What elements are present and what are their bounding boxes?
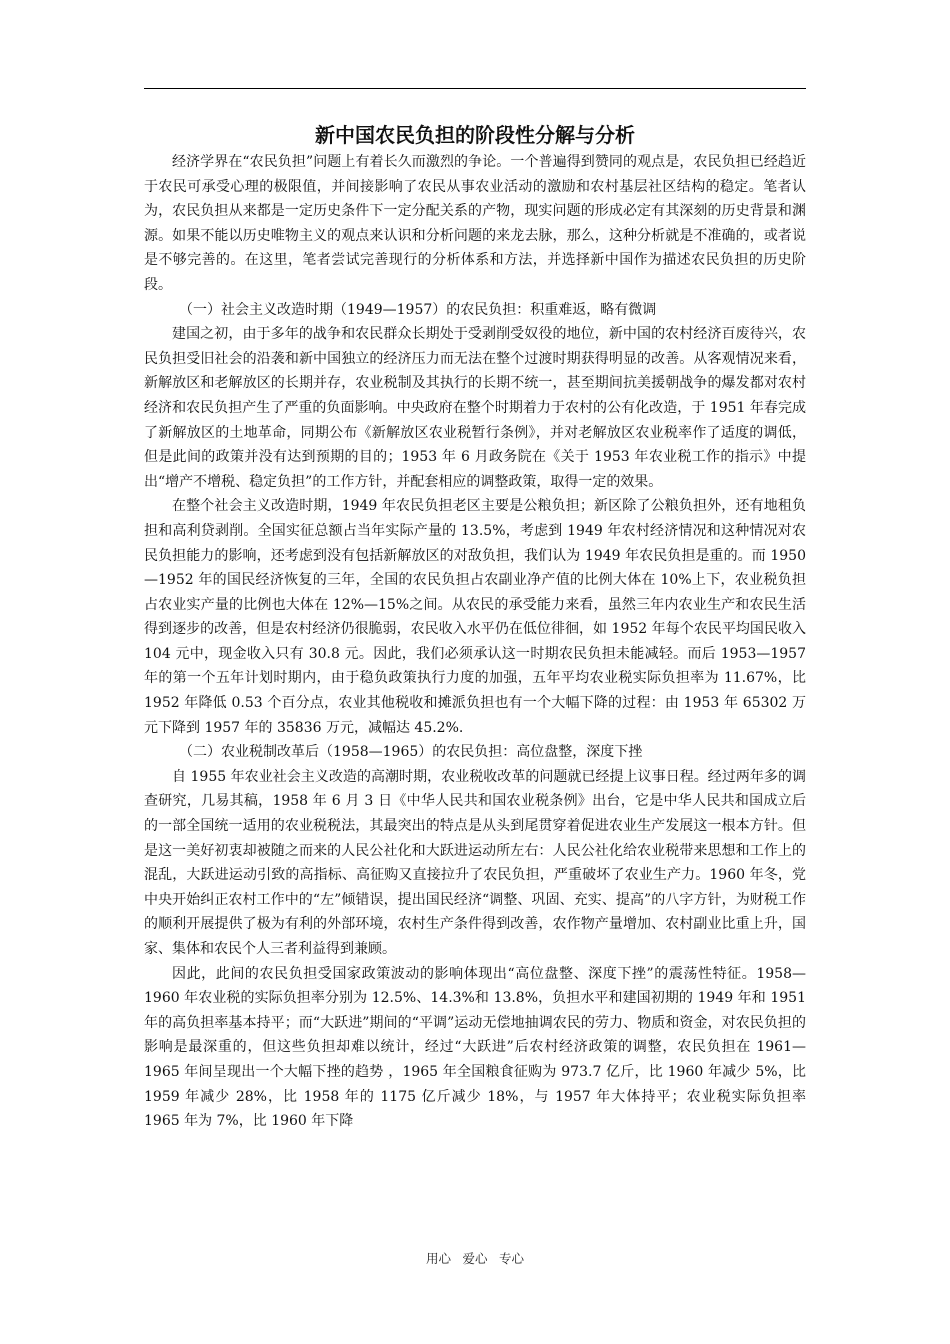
page-footer: 用心 爱心 专心 <box>426 1251 524 1266</box>
intro-paragraph: 经济学界在“农民负担”问题上有着长久而激烈的争论。一个普遍得到赞同的观点是，农民负担已经趋近于农民可承受心理的极限值，并间接影响了农民从事农业活动的激励和农村基层社区结构的稳定。笔者认为，农民负担从来都是一定历史条件下一定分配关系的产物，现实问题的形成必定有其深刻的历史背景和渊源。如果不能以历史唯物主义的观点来认识和分析问题的来龙去脉，那么，这种分析就是不准确的，或者说是不够完善的。在这里，笔者尝试完善现行的分析体系和方法，并选择新中国作为描述农民负担的历史阶段。 <box>144 154 806 293</box>
section-heading-1: （一）社会主义改造时期（1949—1957）的农民负担：积重难返，略有微调 <box>179 301 657 318</box>
section-2-paragraph-2: 因此，此间的农民负担受国家政策波动的影响体现出“高位盘整、深度下挫”的震荡性特征。1958—1960 年农业税的实际负担率分别为 12.5%、14.3%和 13.8%，负担水平和建国初期的 1949 年和 1951 年的高负担率基本持平；而“大跃进”期间的“平调”运动无偿地抽调农民的劳力、物质和资金，对农民负担的影响是最深重的，但这些负担却难以统计，经过“大跃进”后农村经济政策的调整，农民负担在 1961—1965 年间呈现出一个大幅下挫的趋势 ，1965 年全国粮食征购为 973.7 亿斤，比 1960 年减少 5%，比 1959 年减少 28%，比 1958 年的 1175 亿斤减少 18%，与 1957 年大体持平；农业税实际负担率 1965 年为 7%，比 1960 年下降 <box>144 965 806 1130</box>
section-1-paragraph-1: 建国之初，由于多年的战争和农民群众长期处于受剥削受奴役的地位，新中国的农村经济百废待兴，农民负担受旧社会的沿袭和新中国独立的经济压力而无法在整个过渡时期获得明显的改善。从客观情况来看，新解放区和老解放区的长期并存，农业税制及其执行的长期不统一，甚至期间抗美援朝战争的爆发都对农村经济和农民负担产生了严重的负面影响。中央政府在整个时期着力于农村的公有化改造，于 1951 年春完成了新解放区的土地革命，同期公布《新解放区农业税暂行条例》，并对老解放区农业税率作了适度的调低，但是此间的政策并没有达到预期的目的；1953 年 6 月政务院在《关于 1953 年农业税工作的指示》中提出“增产不增税、稳定负担”的工作方针，并配套相应的调整政策，取得一定的效果。 <box>144 326 806 490</box>
section-heading-2: （二）农业税制改革后（1958—1965）的农民负担：高位盘整，深度下挫 <box>179 744 643 761</box>
header-rule <box>144 88 806 89</box>
document-body <box>144 120 806 1134</box>
section-1-paragraph-2: 在整个社会主义改造时期，1949 年农民负担老区主要是公粮负担；新区除了公粮负担外，还有地租负担和高利贷剥削。全国实征总额占当年实际产量的 13.5%，考虑到 1949 年农村经济情况和这种情况对农民负担能力的影响，还考虑到没有包括新解放区的对敌负担，我们认为 1949 年农民负担是重的。而 1950—1952 年的国民经济恢复的三年，全国的农民负担占农副业净产值的比例大体在 10%上下，农业税负担占农业实产量的比例也大体在 12%—15%之间。从农民的承受能力来看，虽然三年内农业生产和农民生活得到逐步的改善，但是农村经济仍很脆弱，农民收入水平仍在低位徘徊，如 1952 年每个农民平均国民收入 104 元中，现金收入只有 30.8 元。因此，我们必须承认这一时期农民负担未能减轻。而后 1953—1957 年的第一个五年计划时期内，由于稳负政策执行力度的加强，五年平均农业税实际负担率为 11.67%，比 1952 年降低 0.53 个百分点，农业其他税收和摊派负担也有一个大幅下降的过程：由 1953 年 65302 万元下降到 1957 年的 35836 万元，减幅达 45.2%. <box>144 498 806 736</box>
section-2-paragraph-1: 自 1955 年农业社会主义改造的高潮时期，农业税收改革的问题就已经提上议事日程。经过两年多的调查研究，几易其稿，1958 年 6 月 3 日《中华人民共和国农业税条例》出台，它是中华人民共和国成立后的一部全国统一适用的农业税税法，其最突出的特点是从头到尾贯穿着促进农业生产发展这一根本方针。但是这一美好初衷却被随之而来的人民公社化和大跃进运动所左右：人民公社化给农业税带来思想和工作上的混乱，大跃进运动引致的高指标、高征购又直接拉升了农民负担，严重破坏了农业生产力。1960 年冬，党中央开始纠正农村工作中的“左”倾错误，提出国民经济“调整、巩固、充实、提高”的八字方针，为财税工作的顺利开展提供了极为有利的外部环境，农村生产条件得到改善，农作物产量增加、农村副业比重上升，国家、集体和农民个人三者利益得到兼顾。 <box>144 768 806 957</box>
document-title: 新中国农民负担的阶段性分解与分析 <box>315 123 635 147</box>
